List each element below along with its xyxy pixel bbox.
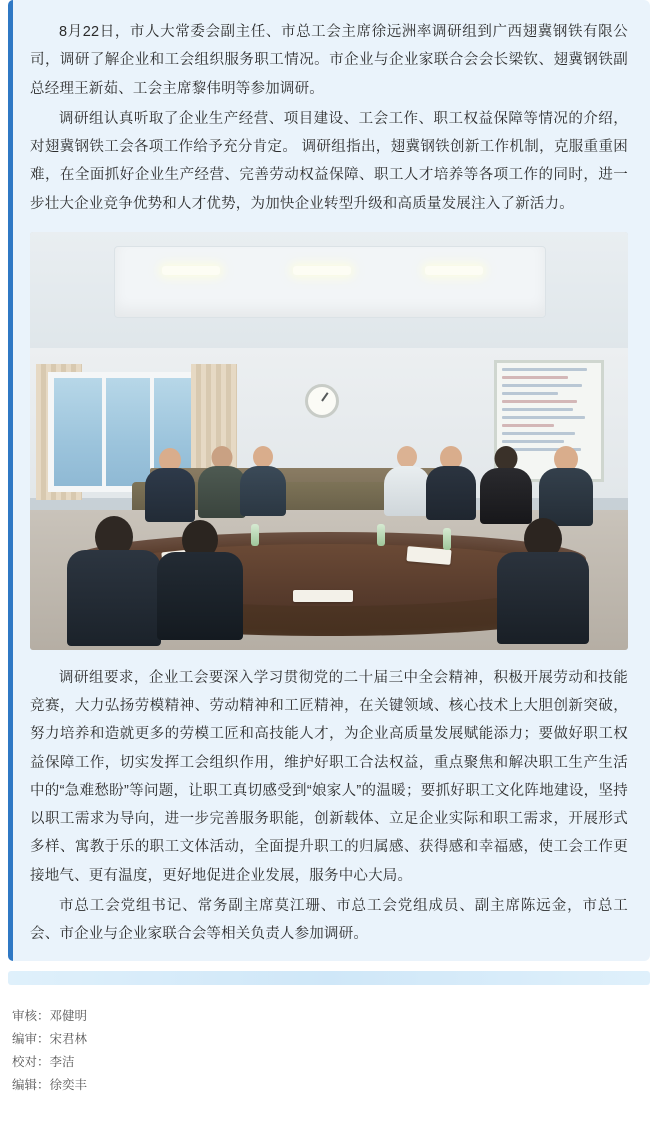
water-bottle	[443, 528, 451, 550]
article-paragraph-3: 调研组要求，企业工会要深入学习贯彻党的二十届三中全会精神，积极开展劳动和技能竞赛，大力弘扬劳模精神、劳动精神和工匠精神，在关键领域、核心技术上大胆创新突破，努力培养和造就更多的劳模工匠和高技能人才，为企业高质量发展赋能添力；要做好职工权益保障工作，切实发挥工会组织作用，维护好职工合法权益，重点聚焦和解决职工生产生活中的“急难愁盼”等问题，让职工真切感受到“娘家人”的温暖；要抓好职工文化阵地建设，坚持以职工需求为导向，进一步完善服务职能，创新载体、立足企业实际和职工需求，开展形式多样、寓教于乐的职工文体活动，全面提升职工的归属感、获得感和幸福感，使工会工作更接地气、更有温度，更好地促进企业发展，服务中心大局。	[30, 669, 628, 884]
wall-clock-icon	[305, 384, 339, 418]
article-card	[8, 0, 650, 961]
article-photo	[30, 232, 628, 650]
ceiling-light	[425, 266, 483, 275]
credits-block	[12, 1005, 658, 1098]
person-far-3	[239, 446, 287, 516]
section-divider	[8, 971, 650, 985]
ceiling-light	[293, 266, 351, 275]
person-far-4	[383, 446, 431, 516]
person-far-6	[479, 446, 533, 524]
person-far-1	[144, 448, 196, 522]
water-bottle	[377, 524, 385, 546]
ceiling-light	[162, 266, 220, 275]
credit-proofreader: 校对：李洁	[12, 1054, 75, 1069]
article-paragraph-2: 调研组认真听取了企业生产经营、项目建设、工会工作、职工权益保障等情况的介绍，对翅冀钢铁工会各项工作给予充分肯定。 调研组指出，翅冀钢铁创新工作机制，克服重重困难，在全面抓好企业生产经营、完善劳动权益保障、职工人才培养等各项工作的同时，进一步壮大企业竞争优势和人才优势，为加快企业转型升级和高质量发展注入了新活力。	[30, 110, 628, 212]
ceiling-panel	[114, 246, 547, 318]
meeting-room-photo	[30, 232, 628, 650]
article-paragraph-4: 市总工会党组书记、常务副主席莫江珊、市总工会党组成员、副主席陈远金，市总工会、市企业与企业家联合会等相关负责人参加调研。	[30, 897, 628, 943]
person-far-5	[425, 446, 477, 520]
person-far-7	[538, 446, 594, 526]
credit-editor: 编辑：徐奕丰	[12, 1077, 88, 1092]
person-near-2	[156, 520, 244, 640]
credit-reviewer: 审核：邓健明	[12, 1008, 88, 1023]
person-near-1	[66, 516, 162, 646]
document-on-table	[293, 590, 353, 602]
article-paragraph-1: 8月22日，市人大常委会副主任、市总工会主席徐远洲率调研组到广西翅冀钢铁有限公司，调研了解企业和工会组织服务职工情况。市企业与企业家联合会会长梁钦、翅冀钢铁副总经理王新茹、工会主席黎伟明等参加调研。	[30, 24, 628, 97]
water-bottle	[251, 524, 259, 546]
credit-editor-in-chief: 编审：宋君林	[12, 1031, 88, 1046]
person-near-3	[496, 518, 590, 644]
